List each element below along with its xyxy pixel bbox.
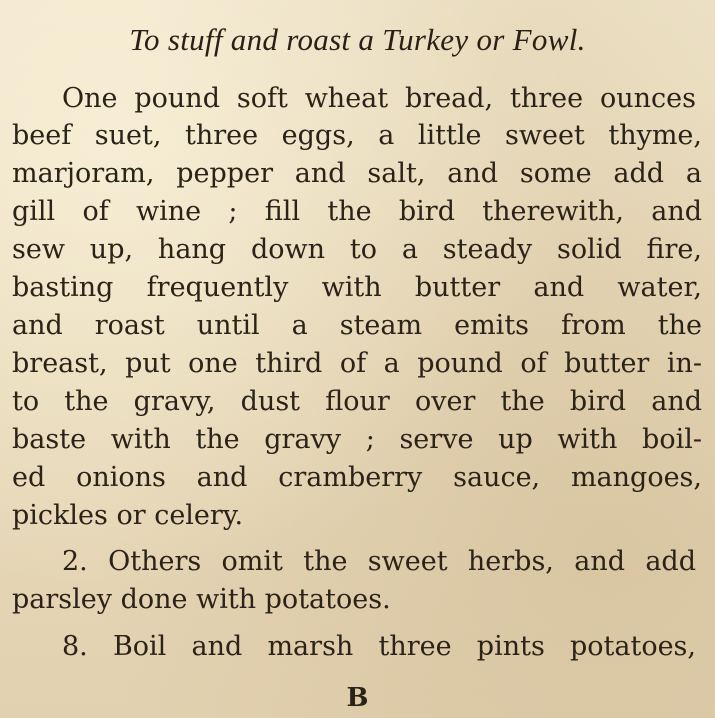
text-line-13: 2. Others omit the sweet herbs, and add	[62, 546, 696, 577]
text-line-15: 8. Boil and marsh three pints potatoes,	[62, 631, 696, 662]
text-line-14: parsley done with potatoes.	[12, 584, 391, 615]
text-line-12: pickles or celery.	[12, 500, 244, 531]
text-line-8: breast, put one third of a pound of butter in-	[12, 348, 702, 379]
text-line-7: and roast until a steam emits from the	[12, 310, 702, 341]
text-line-10: baste with the gravy ; serve up with boil-	[12, 424, 702, 455]
text-line-6: basting frequently with butter and water,	[12, 272, 702, 303]
text-line-9: to the gravy, dust flour over the bird and	[12, 386, 702, 417]
text-line-4: gill of wine ; fill the bird therewith, and	[12, 196, 702, 227]
signature-mark: B	[346, 683, 369, 713]
text-line-5: sew up, hang down to a steady solid fire,	[12, 234, 702, 265]
text-line-1: One pound soft wheat bread, three ounces	[62, 83, 696, 114]
text-line-11: ed onions and cramberry sauce, mangoes,	[12, 462, 702, 493]
text-line-2: beef suet, three eggs, a little sweet thyme,	[12, 120, 702, 151]
text-line-3: marjoram, pepper and salt, and some add a	[12, 158, 702, 189]
recipe-title: To stuff and roast a Turkey or Fowl.	[129, 22, 586, 57]
